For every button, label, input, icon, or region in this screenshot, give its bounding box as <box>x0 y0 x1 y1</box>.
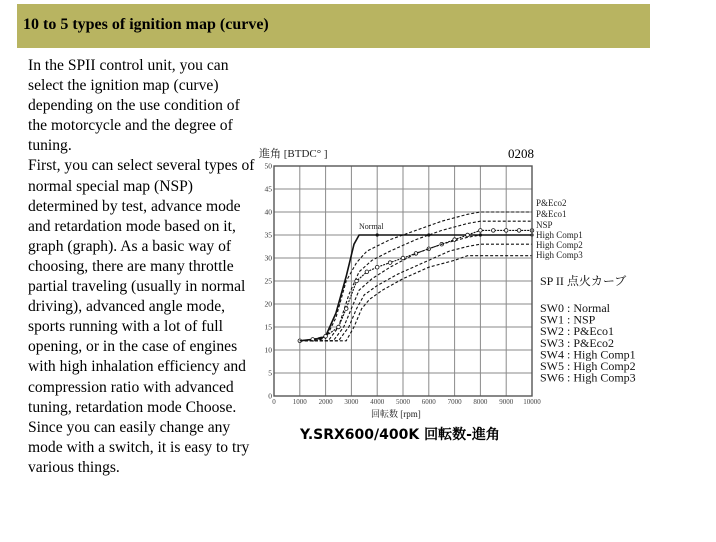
data-point <box>376 234 378 236</box>
legend-item: SW3 : P&Eco2 <box>540 335 614 350</box>
x-tick-label: 0 <box>272 398 276 406</box>
x-axis-label: 回転数 [rpm] <box>371 409 421 419</box>
legend-title: SP II 点火カーブ <box>540 274 627 288</box>
data-point <box>324 334 328 338</box>
series-line-high-comp2 <box>300 244 532 341</box>
series-end-label: High Comp2 <box>536 240 583 250</box>
y-tick-label: 25 <box>264 276 272 286</box>
series-end-label: NSP <box>536 220 553 230</box>
data-point <box>479 229 483 233</box>
chart-code: 0208 <box>508 146 534 161</box>
y-tick-label: 50 <box>264 161 272 171</box>
legend-item: SW1 : NSP <box>540 312 596 327</box>
data-point <box>388 261 392 265</box>
paragraph-intro: In the SPII control unit, you can select the ignition map (curve) depending on the use condition of the motorcycle and the degree of tuning. <box>28 57 240 155</box>
x-tick-label: 2000 <box>318 398 333 406</box>
y-tick-label: 10 <box>264 345 272 355</box>
series-end-label: High Comp1 <box>536 230 583 240</box>
y-tick-label: 30 <box>264 253 272 263</box>
x-tick-label: 10000 <box>523 398 541 406</box>
chart-grid <box>274 166 532 396</box>
switch-legend <box>540 301 636 385</box>
x-tick-label: 6000 <box>421 398 436 406</box>
y-tick-label: 0 <box>268 391 272 401</box>
y-tick-label: 20 <box>264 299 272 309</box>
series-end-label: High Comp3 <box>536 250 583 260</box>
data-point <box>355 279 359 283</box>
data-point <box>337 325 341 329</box>
data-point <box>517 229 521 233</box>
legend-item: SW2 : P&Eco1 <box>540 324 614 339</box>
y-tick-label: 35 <box>264 230 272 240</box>
x-tick-label: 7000 <box>447 398 462 406</box>
x-tick-label: 5000 <box>396 398 410 406</box>
y-axis-label: 進角 [BTDC° ] <box>259 148 328 160</box>
y-tick-label: 45 <box>264 184 272 194</box>
legend-item: SW5 : High Comp2 <box>540 359 636 373</box>
data-point <box>492 229 496 233</box>
series-line-p-eco2 <box>300 212 532 341</box>
y-tick-label: 5 <box>268 368 272 378</box>
y-tick-label: 40 <box>264 207 272 217</box>
series-end-label: P&Eco2 <box>536 198 567 208</box>
legend-item: SW6 : High Comp3 <box>540 370 636 385</box>
section-title: 10 to 5 types of ignition map (curve) <box>23 16 269 33</box>
normal-annotation: Normal <box>359 222 384 231</box>
series-line-nsp <box>300 230 532 340</box>
chart-title: Y.SRX600/400K 回転数-進角 <box>300 427 500 443</box>
series-line-normal <box>300 235 532 341</box>
series-line-high-comp3 <box>300 256 532 341</box>
legend-item: SW0 : Normal <box>540 301 610 315</box>
legend-item: SW4 : High Comp1 <box>540 347 636 362</box>
x-tick-label: 4000 <box>370 398 385 406</box>
x-tick-label: 3000 <box>344 398 359 406</box>
paragraph-switch: Since you can easily change any mode with a switch, it is easy to try various things. <box>28 418 250 476</box>
paragraph-modes: First, you can select several types of normal special map (NSP) determined by test, advance mode and retardation mode based on it, graph (graph). As a basic way of choosing, there are many throttle partial traveling (usually in normal driving), advanced angle mode, sports running with a lot of full opening, or in the case of engines with high inhalation efficiency and compression ratio with advanced tuning, retardation mode Choose. <box>28 157 255 416</box>
data-point <box>365 270 369 274</box>
data-point <box>344 307 348 311</box>
x-tick-label: 8000 <box>473 398 488 406</box>
x-tick-label: 9000 <box>499 398 514 406</box>
data-point <box>504 229 508 233</box>
x-tick-label: 1000 <box>292 398 307 406</box>
data-point <box>375 265 379 269</box>
y-tick-label: 15 <box>264 322 272 332</box>
data-point <box>466 233 470 237</box>
series-line-high-comp1 <box>300 235 532 341</box>
series-end-label: P&Eco1 <box>536 209 567 219</box>
